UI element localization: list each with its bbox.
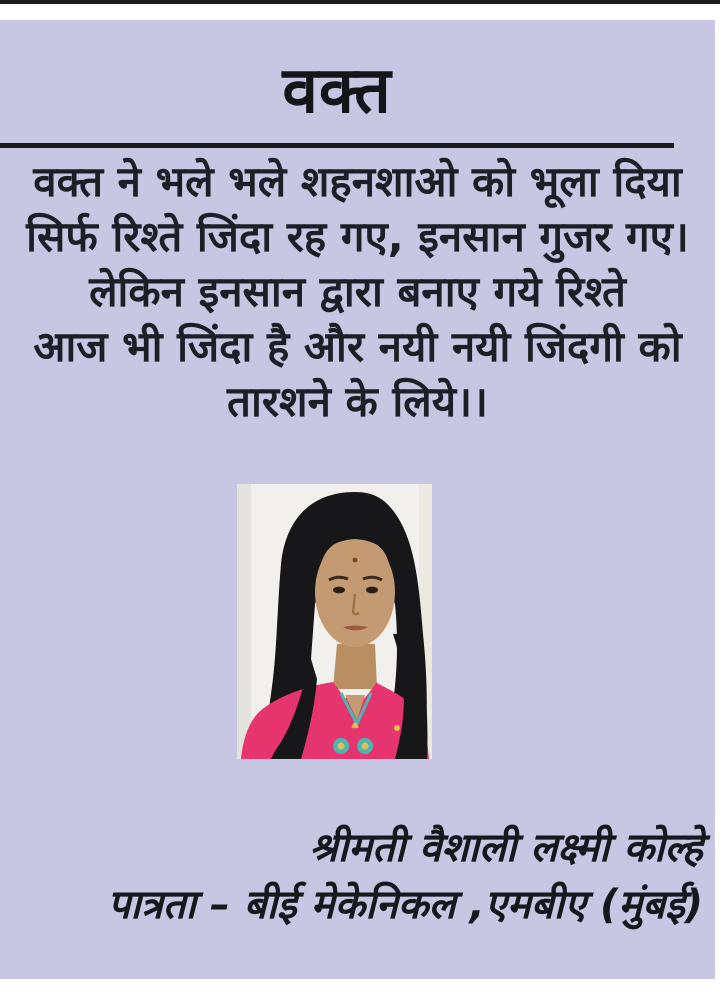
poem-line: लेकिन इनसान द्वारा बनाए गये रिश्ते <box>89 267 626 316</box>
top-border-line <box>0 0 720 4</box>
title-block <box>0 54 674 128</box>
poem-text <box>0 154 715 429</box>
poem-line: सिर्फ रिश्ते जिंदा रह गए, इनसान गुजर गए। <box>26 212 689 261</box>
poem-line: वक्त ने भले भले शहनशाओ को भूला दिया <box>33 157 682 206</box>
poem-title: वक्त <box>282 54 392 128</box>
author-name: श्रीमती वैशाली लक्ष्मी कोल्हे <box>309 825 703 871</box>
eye-right <box>366 587 378 594</box>
neck <box>333 644 377 689</box>
bindi <box>353 558 358 563</box>
attribution-block <box>13 820 703 934</box>
poem-line: तारशने के लिये।। <box>227 377 488 426</box>
poem-line: आज भी जिंदा है और नयी नयी जिंदगी को <box>33 322 682 371</box>
title-underline <box>0 143 674 148</box>
eye-left <box>333 587 345 594</box>
portrait-photo <box>237 484 432 759</box>
author-qualification: पात्रता – बीई मेकेनिकल ,एमबीए (मुंबई) <box>107 882 703 928</box>
